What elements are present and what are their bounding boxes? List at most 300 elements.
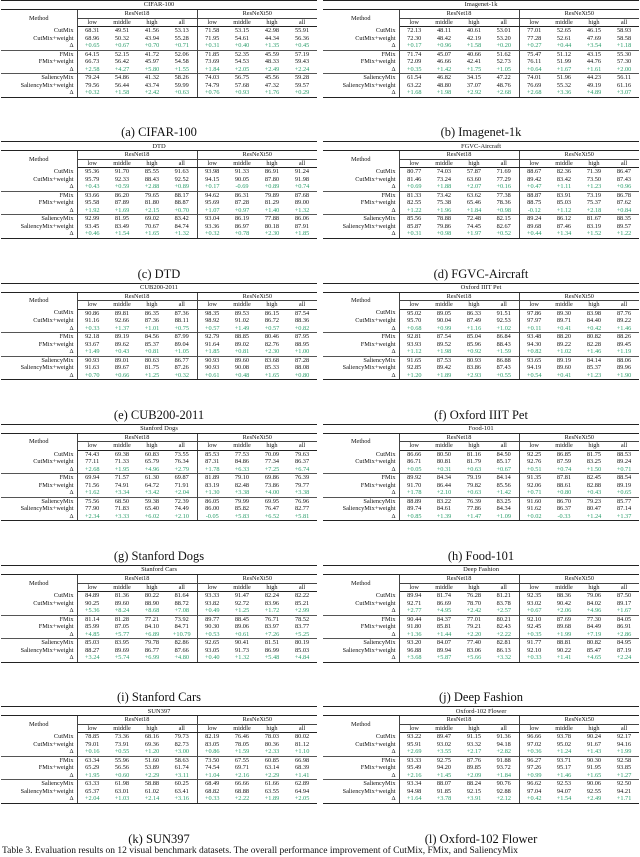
value-cell: 51.99 — [556, 58, 572, 65]
method-cell: FMix — [323, 615, 399, 623]
value-cell: 95.70 — [407, 317, 422, 325]
delta-row — [323, 631, 639, 639]
value-cell: +4.00 — [264, 489, 280, 497]
dataset-title-row — [1, 142, 317, 151]
value-cell: 83.49 — [114, 222, 130, 230]
model-header: ResNeXt50 — [197, 575, 317, 584]
table-row — [1, 215, 317, 223]
value-cell: -0.33 — [549, 513, 579, 521]
method-cell: Δ — [1, 230, 77, 238]
value-cell: 93.20 — [399, 639, 429, 647]
value-cell: +0.45 — [294, 42, 310, 49]
method-cell: CutMix+weight — [323, 600, 399, 608]
method-header: Method — [1, 716, 77, 733]
method-cell: FMix — [1, 50, 77, 58]
value-cell: +2.04 — [174, 489, 190, 497]
value-cell: 73.19 — [579, 191, 609, 199]
subset-header: middle — [549, 583, 579, 592]
value-cell: +1.62 — [84, 489, 100, 497]
value-cell: 81.75 — [586, 450, 602, 458]
value-cell: +1.84 — [466, 206, 482, 214]
subset-header: high — [257, 301, 287, 310]
value-cell: 85.47 — [586, 646, 602, 654]
dataset-title: DTD — [1, 142, 317, 151]
subset-header: low — [519, 301, 549, 310]
value-cell: +1.76 — [257, 89, 287, 97]
value-cell: +1.45 — [436, 771, 452, 779]
value-cell: 61.30 — [137, 474, 167, 482]
model-header: ResNet18 — [77, 292, 197, 301]
value-cell: 88.61 — [556, 481, 572, 489]
method-header: Method — [323, 151, 399, 168]
delta-row — [323, 372, 639, 380]
subset-header: middle — [429, 159, 459, 168]
value-cell: +0.49 — [197, 607, 227, 615]
value-cell: 95.79 — [85, 175, 100, 183]
value-cell: +0.33 — [197, 795, 227, 803]
value-cell: +1.85 — [287, 230, 317, 238]
value-cell: 70.09 — [264, 450, 280, 458]
value-cell: 89.60 — [227, 356, 257, 364]
value-cell: +2.88 — [144, 183, 160, 191]
subset-header: all — [489, 724, 519, 733]
results-table — [323, 0, 639, 98]
value-cell: +2.68 — [519, 89, 549, 97]
subset-header: high — [257, 18, 287, 27]
value-cell: 45.07 — [429, 50, 459, 58]
value-cell: +1.11 — [556, 183, 572, 191]
value-cell: 89.22 — [616, 317, 632, 325]
value-cell: +0.70 — [174, 206, 190, 214]
value-cell: 88.81 — [549, 639, 579, 647]
value-cell: 82.28 — [586, 340, 602, 348]
value-cell: 95.36 — [85, 168, 100, 176]
value-cell: 34.15 — [459, 74, 489, 82]
value-cell: 59.99 — [174, 81, 189, 89]
value-cell: +3.38 — [234, 489, 250, 497]
value-cell: 91.63 — [85, 364, 100, 372]
table-row — [1, 482, 317, 490]
method-cell: Δ — [323, 89, 399, 97]
value-cell: 72.30 — [407, 34, 422, 42]
value-cell: +0.16 — [496, 183, 512, 191]
dataset-title: Oxford-102 Flower — [323, 707, 639, 716]
method-cell: Δ — [1, 207, 77, 215]
table-row — [323, 639, 639, 647]
value-cell: 58.58 — [616, 34, 632, 42]
value-cell: 77.90 — [85, 505, 100, 513]
value-cell: +1.22 — [406, 206, 422, 214]
value-cell: +2.79 — [174, 465, 190, 473]
value-cell: +6.52 — [257, 513, 287, 521]
subset-header: high — [579, 18, 609, 27]
value-cell: 87.36 — [174, 309, 189, 317]
value-cell: +7.25 — [264, 465, 280, 473]
value-cell: 79.86 — [436, 222, 452, 230]
value-cell: 79.63 — [294, 450, 310, 458]
method-cell: FMix+weight — [1, 341, 77, 349]
subset-header: all — [167, 724, 197, 733]
value-cell: 90.44 — [399, 615, 429, 623]
value-cell: 89.62 — [114, 340, 130, 348]
value-cell: 92.25 — [519, 450, 549, 458]
value-cell: 94.62 — [197, 191, 227, 199]
value-cell: 63.60 — [466, 175, 482, 183]
method-cell: SaliencyMix — [323, 74, 399, 82]
value-cell: +2.00 — [616, 65, 632, 73]
table-row — [1, 592, 317, 600]
subset-header: low — [399, 159, 429, 168]
delta-row — [323, 207, 639, 215]
method-cell: FMix+weight — [323, 58, 399, 66]
model-header-row — [323, 433, 639, 442]
subfigure-caption: (g) Stanford Dogs — [113, 549, 205, 564]
value-cell: 93.66 — [77, 191, 107, 199]
table-row — [1, 474, 317, 482]
value-cell: +2.57 — [496, 607, 512, 615]
value-cell: 88.43 — [144, 175, 160, 183]
value-cell: 88.87 — [519, 191, 549, 199]
value-cell: 88.45 — [227, 615, 257, 623]
value-cell: +1.59 — [234, 748, 250, 756]
value-cell: 63.22 — [407, 81, 422, 89]
value-cell: 86.00 — [197, 505, 227, 513]
value-cell: 89.67 — [114, 364, 130, 372]
value-cell: +2.33 — [264, 748, 280, 756]
value-cell: 88.54 — [609, 474, 639, 482]
value-cell: +10.79 — [172, 630, 191, 638]
value-cell: +0.89 — [174, 183, 190, 191]
subset-header: middle — [429, 442, 459, 451]
value-cell: +0.46 — [77, 230, 107, 238]
table-row — [1, 733, 317, 741]
delta-row — [1, 772, 317, 780]
value-cell: +2.58 — [84, 65, 100, 73]
value-cell: +0.53 — [197, 631, 227, 639]
value-cell: 92.81 — [399, 333, 429, 341]
table-row — [1, 505, 317, 513]
value-cell: 80.82 — [579, 639, 609, 647]
value-cell: 76.69 — [519, 82, 549, 90]
value-cell: +2.18 — [586, 206, 602, 214]
value-cell: 82.81 — [489, 639, 519, 647]
method-cell: SaliencyMix — [323, 639, 399, 647]
method-cell: Δ — [323, 325, 399, 333]
method-cell: CutMix+weight — [1, 741, 77, 749]
subset-header: middle — [227, 442, 257, 451]
method-cell: CutMix — [323, 450, 399, 458]
delta-row — [323, 795, 639, 803]
table-row — [1, 191, 317, 199]
value-cell: +0.92 — [466, 348, 482, 356]
value-cell: 88.17 — [167, 191, 197, 199]
value-cell: +0.97 — [234, 206, 250, 214]
model-header-row — [1, 716, 317, 725]
method-cell: SaliencyMix — [323, 497, 399, 505]
subset-header: middle — [549, 724, 579, 733]
table-row — [1, 780, 317, 788]
subfigure-caption: (h) Food-101 — [447, 549, 515, 564]
value-cell: 97.97 — [519, 317, 549, 325]
value-cell: +5.36 — [84, 607, 100, 615]
value-cell: 94.18 — [496, 740, 511, 748]
value-cell: +7.26 — [264, 630, 280, 638]
value-cell: +3.11 — [174, 771, 189, 779]
table-row — [323, 317, 639, 325]
value-cell: 74.91 — [114, 481, 130, 489]
value-cell: +4.96 — [144, 465, 160, 473]
value-cell: 91.62 — [519, 505, 549, 513]
table-row — [1, 333, 317, 341]
value-cell: 49.19 — [586, 81, 602, 89]
value-cell: 80.22 — [144, 592, 160, 600]
value-cell: 56.56 — [114, 764, 130, 772]
subset-header: all — [167, 583, 197, 592]
value-cell: 92.72 — [234, 599, 250, 607]
value-cell: +1.54 — [107, 230, 137, 238]
value-cell: 81.74 — [436, 592, 452, 600]
value-cell: 61.66 — [257, 780, 287, 788]
subset-header: low — [399, 724, 429, 733]
value-cell: 83.25 — [489, 497, 519, 505]
value-cell: 85.55 — [144, 168, 160, 176]
value-cell: 82.77 — [294, 505, 310, 513]
value-cell: 84.02 — [586, 599, 602, 607]
value-cell: 91.35 — [519, 474, 549, 482]
value-cell: 84.49 — [586, 623, 602, 631]
value-cell: 60.85 — [257, 756, 287, 764]
subset-header: low — [519, 18, 549, 27]
value-cell: 93.72 — [496, 764, 511, 772]
value-cell: 66.66 — [227, 780, 257, 788]
value-cell: 82.73 — [174, 740, 189, 748]
method-cell: CutMix — [1, 450, 77, 458]
method-cell: FMix — [323, 333, 399, 341]
value-cell: 63.01 — [114, 787, 130, 795]
value-cell: +0.63 — [167, 89, 197, 97]
value-cell: 86.77 — [144, 646, 160, 654]
value-cell: +1.65 — [586, 771, 602, 779]
value-cell: +0.71 — [519, 489, 549, 497]
value-cell: 68.96 — [85, 34, 100, 42]
table-row — [323, 356, 639, 364]
model-header-row — [1, 575, 317, 584]
value-cell: 88.67 — [519, 168, 549, 176]
model-header-row — [323, 716, 639, 725]
value-cell: 93.34 — [399, 780, 429, 788]
subset-header: high — [137, 442, 167, 451]
value-cell: 79.99 — [227, 497, 257, 505]
value-cell: +0.82 — [519, 348, 549, 356]
method-cell: Δ — [1, 466, 77, 474]
subset-header: high — [137, 301, 167, 310]
value-cell: +3.34 — [114, 489, 130, 497]
value-cell: +1.67 — [556, 65, 572, 73]
value-cell: +1.55 — [174, 65, 190, 73]
value-cell: 41.32 — [137, 74, 167, 82]
value-cell: +1.61 — [586, 65, 602, 73]
subset-header: middle — [227, 301, 257, 310]
model-header-row — [323, 151, 639, 160]
method-cell: CutMix — [1, 168, 77, 176]
value-cell: +1.23 — [586, 183, 602, 191]
value-cell: +2.12 — [489, 795, 519, 803]
value-cell: 84.50 — [496, 450, 511, 458]
value-cell: +2.20 — [466, 630, 482, 638]
value-cell: 81.29 — [264, 199, 280, 207]
method-cell: FMix — [323, 50, 399, 58]
value-cell: 79.65 — [137, 191, 167, 199]
subset-header: high — [137, 583, 167, 592]
value-cell: 88.89 — [399, 497, 429, 505]
subset-header: high — [257, 159, 287, 168]
value-cell: 83.96 — [264, 599, 280, 607]
value-cell: 92.58 — [609, 756, 639, 764]
value-cell: 93.04 — [197, 215, 227, 223]
method-cell: FMix — [323, 191, 399, 199]
value-cell: +0.43 — [114, 348, 130, 356]
delta-row — [1, 372, 317, 380]
dataset-title: SUN397 — [1, 707, 317, 716]
method-cell: CutMix — [323, 592, 399, 600]
method-cell: SaliencyMix+weight — [1, 82, 77, 90]
value-cell: 77.34 — [264, 458, 280, 466]
value-cell: 82.55 — [407, 199, 422, 207]
value-cell: 63.14 — [264, 764, 280, 772]
value-cell: +0.48 — [227, 372, 257, 380]
value-cell: 76.71 — [257, 615, 287, 623]
value-cell: 75.38 — [436, 199, 452, 207]
value-cell: 93.65 — [519, 356, 549, 364]
value-cell: 92.06 — [519, 482, 549, 490]
value-cell: 93.78 — [556, 733, 572, 741]
value-cell: 90.04 — [436, 317, 452, 325]
model-header: ResNeXt50 — [519, 716, 639, 725]
method-cell: Δ — [323, 348, 399, 356]
value-cell: +2.49 — [579, 795, 609, 803]
value-cell: +1.43 — [586, 748, 602, 756]
value-cell: +0.80 — [287, 372, 317, 380]
delta-row — [323, 183, 639, 191]
dataset-title: Deep Fashion — [323, 566, 639, 575]
method-header: Method — [323, 433, 399, 450]
value-cell: 87.50 — [616, 592, 632, 600]
value-cell: +1.20 — [144, 748, 160, 756]
value-cell: 84.37 — [429, 615, 459, 623]
value-cell: 88.26 — [609, 333, 639, 341]
value-cell: 79.23 — [579, 497, 609, 505]
value-cell: 89.45 — [616, 340, 632, 348]
value-cell: 69.86 — [257, 474, 287, 482]
subset-header: all — [167, 159, 197, 168]
table-row — [323, 199, 639, 207]
results-table — [323, 141, 639, 239]
method-cell: Δ — [1, 489, 77, 497]
results-table — [323, 424, 639, 522]
model-header-row — [1, 292, 317, 301]
value-cell: 79.89 — [257, 191, 287, 199]
value-cell: 56.44 — [114, 81, 130, 89]
subset-header: low — [519, 159, 549, 168]
value-cell: 87.36 — [144, 317, 160, 325]
subset-header: middle — [429, 301, 459, 310]
value-cell: 88.35 — [609, 215, 639, 223]
subset-header: low — [197, 18, 227, 27]
value-cell: 90.93 — [197, 364, 227, 372]
method-cell: Δ — [323, 489, 399, 497]
method-cell: SaliencyMix — [1, 356, 77, 364]
value-cell: 81.16 — [466, 450, 482, 458]
value-cell: +2.24 — [294, 65, 310, 73]
table-row — [323, 176, 639, 184]
subset-header: all — [609, 159, 639, 168]
dataset-title: Stanford Dogs — [1, 424, 317, 433]
value-cell: 54.86 — [107, 74, 137, 82]
delta-row — [1, 42, 317, 50]
table-row — [323, 623, 639, 631]
value-cell: +2.92 — [459, 89, 489, 97]
value-cell: 63.55 — [264, 787, 280, 795]
table-row — [1, 341, 317, 349]
value-cell: +1.67 — [616, 607, 632, 615]
value-cell: 82.22 — [294, 592, 310, 600]
subset-header: middle — [107, 724, 137, 733]
subset-header: low — [519, 724, 549, 733]
value-cell: 96.62 — [519, 780, 549, 788]
value-cell: 89.06 — [234, 623, 250, 631]
subset-header: middle — [107, 18, 137, 27]
value-cell: 53.20 — [496, 34, 511, 42]
value-cell: +1.46 — [556, 771, 572, 779]
subset-header: middle — [107, 301, 137, 310]
method-cell: SaliencyMix+weight — [323, 788, 399, 796]
value-cell: 87.43 — [496, 364, 511, 372]
value-cell: 90.41 — [227, 639, 257, 647]
value-cell: 89.68 — [519, 223, 549, 231]
subset-header: middle — [227, 159, 257, 168]
value-cell: 64.94 — [294, 787, 310, 795]
value-cell: +5.74 — [107, 654, 137, 662]
value-cell: +3.33 — [107, 513, 137, 521]
value-cell: +1.52 — [579, 230, 609, 238]
value-cell: +1.05 — [174, 348, 190, 356]
table-row — [1, 364, 317, 372]
value-cell: 52.15 — [107, 50, 137, 58]
method-cell: SaliencyMix+weight — [1, 647, 77, 655]
value-cell: 92.35 — [519, 592, 549, 600]
delta-row — [323, 748, 639, 756]
value-cell: 95.02 — [556, 740, 572, 748]
value-cell: +2.30 — [257, 230, 287, 238]
value-cell: 46.66 — [436, 58, 452, 65]
method-cell: Δ — [323, 372, 399, 380]
value-cell: 79.21 — [466, 623, 482, 631]
method-cell: FMix+weight — [1, 764, 77, 772]
value-cell: +0.35 — [406, 65, 422, 73]
table-row — [323, 505, 639, 513]
results-panel — [0, 141, 318, 282]
method-cell: Δ — [323, 183, 399, 191]
subset-header: high — [459, 583, 489, 592]
value-cell: +3.91 — [459, 795, 489, 803]
value-cell: 82.24 — [264, 592, 280, 600]
value-cell: +0.98 — [429, 230, 459, 238]
subset-header: high — [579, 159, 609, 168]
value-cell: 89.24 — [616, 458, 632, 466]
value-cell: 87.76 — [616, 309, 632, 317]
table-row — [323, 592, 639, 600]
value-cell: 51.62 — [489, 50, 519, 58]
